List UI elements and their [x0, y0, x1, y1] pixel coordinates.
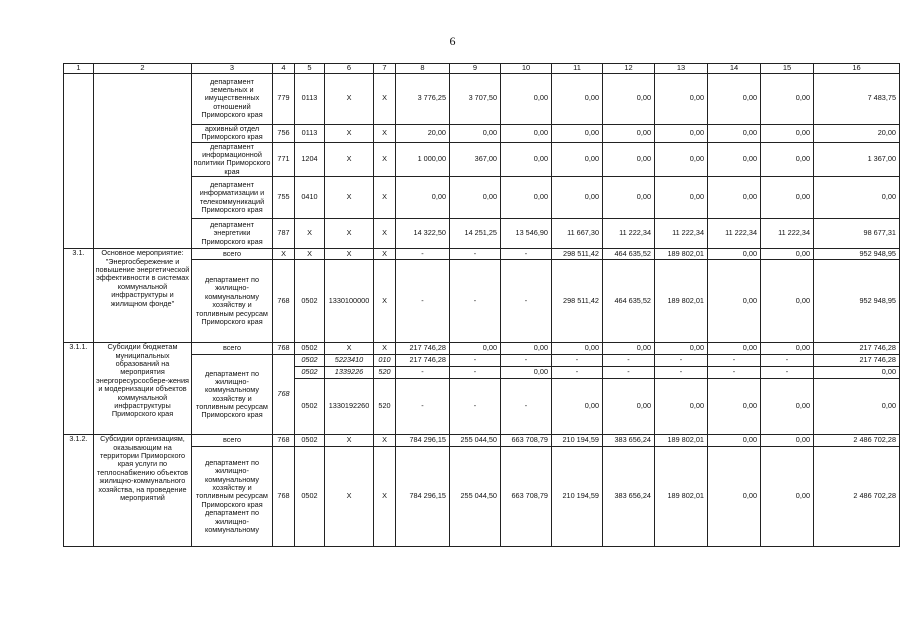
- cell: 0,00: [552, 142, 603, 177]
- cell-dept: департамент по жилищно-коммунальному хозяйству и топливным ресурсам Приморского края: [192, 260, 273, 343]
- cell: 0,00: [761, 249, 814, 260]
- header-cell: 16: [814, 64, 900, 74]
- cell: 3 707,50: [450, 73, 501, 124]
- cell: 0,00: [814, 367, 900, 379]
- cell: X: [374, 260, 396, 343]
- cell: 298 511,42: [552, 249, 603, 260]
- cell: 5223410: [325, 355, 374, 367]
- cell: X: [374, 142, 396, 177]
- cell: 0113: [295, 124, 325, 142]
- cell: 771: [273, 142, 295, 177]
- cell: 0,00: [655, 343, 708, 355]
- cell: 0,00: [501, 367, 552, 379]
- table-row: [64, 343, 900, 355]
- cell-dept: департамент энергетики Приморского края: [192, 219, 273, 249]
- cell: 0,00: [708, 177, 761, 219]
- cell: X: [325, 343, 374, 355]
- cell: -: [501, 249, 552, 260]
- cell-name: Субсидии бюджетам муниципальных образований на мероприятия энергоресурсосбере-жения и модернизации объектов коммунальной инфраструктуры Приморского края: [94, 343, 192, 435]
- cell: 217 746,28: [396, 343, 450, 355]
- cell: 189 802,01: [655, 447, 708, 547]
- cell: 784 296,15: [396, 447, 450, 547]
- cell: 756: [273, 124, 295, 142]
- cell: 0,00: [603, 177, 655, 219]
- cell: -: [396, 379, 450, 435]
- cell: X: [325, 447, 374, 547]
- cell: 0,00: [814, 177, 900, 219]
- cell: 0,00: [708, 142, 761, 177]
- cell: 0,00: [603, 73, 655, 124]
- cell: 0,00: [655, 73, 708, 124]
- cell: 20,00: [396, 124, 450, 142]
- cell-number: [64, 73, 94, 249]
- cell: 010: [374, 355, 396, 367]
- header-cell: 4: [273, 64, 295, 74]
- cell: 217 746,28: [814, 355, 900, 367]
- cell: 11 222,34: [655, 219, 708, 249]
- cell: X: [325, 435, 374, 447]
- cell: 0,00: [603, 142, 655, 177]
- cell: 0,00: [450, 124, 501, 142]
- cell: 1 000,00: [396, 142, 450, 177]
- cell: 0,00: [396, 177, 450, 219]
- cell: 0,00: [552, 124, 603, 142]
- cell: 1204: [295, 142, 325, 177]
- cell: 2 486 702,28: [814, 435, 900, 447]
- cell: X: [295, 249, 325, 260]
- cell: -: [655, 355, 708, 367]
- header-cell: 3: [192, 64, 273, 74]
- cell: -: [501, 379, 552, 435]
- cell: X: [325, 142, 374, 177]
- cell: 0502: [295, 447, 325, 547]
- cell: X: [325, 219, 374, 249]
- cell: -: [396, 249, 450, 260]
- cell: 0,00: [708, 343, 761, 355]
- cell: 952 948,95: [814, 249, 900, 260]
- cell: 0502: [295, 379, 325, 435]
- table-row: [64, 73, 900, 124]
- cell: 14 322,50: [396, 219, 450, 249]
- cell: 0,00: [552, 177, 603, 219]
- cell: X: [374, 343, 396, 355]
- header-cell: 8: [396, 64, 450, 74]
- cell: 0502: [295, 343, 325, 355]
- cell: 0,00: [655, 177, 708, 219]
- header-cell: 5: [295, 64, 325, 74]
- cell: 0,00: [450, 343, 501, 355]
- header-cell: 10: [501, 64, 552, 74]
- cell-dept: департамент по жилищно-коммунальному хозяйству и топливным ресурсам Приморского края департамент по жилищно-коммунальному: [192, 447, 273, 547]
- cell: всего: [192, 343, 273, 355]
- cell: 1339226: [325, 367, 374, 379]
- cell: 768: [273, 355, 295, 435]
- cell: 11 222,34: [603, 219, 655, 249]
- cell: 0,00: [501, 177, 552, 219]
- cell: 1 367,00: [814, 142, 900, 177]
- header-cell: 14: [708, 64, 761, 74]
- cell-name: Основное мероприятие: "Энергосбережение и повышение энергетической эффективности в системах коммунальной инфраструктуры и жилищном фонде": [94, 249, 192, 343]
- header-cell: 11: [552, 64, 603, 74]
- cell: 768: [273, 260, 295, 343]
- header-cell: 9: [450, 64, 501, 74]
- cell: 0,00: [552, 73, 603, 124]
- cell: всего: [192, 435, 273, 447]
- cell: -: [761, 355, 814, 367]
- cell: X: [325, 73, 374, 124]
- cell: 298 511,42: [552, 260, 603, 343]
- cell: 0,00: [603, 343, 655, 355]
- cell: X: [325, 177, 374, 219]
- cell: 0,00: [655, 379, 708, 435]
- cell: 0,00: [761, 435, 814, 447]
- cell: 0,00: [603, 379, 655, 435]
- cell: 2 486 702,28: [814, 447, 900, 547]
- header-row: [64, 64, 900, 74]
- cell-dept: департамент информатизации и телекоммуникаций Приморского края: [192, 177, 273, 219]
- cell: -: [603, 367, 655, 379]
- cell: 210 194,59: [552, 435, 603, 447]
- cell: -: [450, 249, 501, 260]
- cell: 0502: [295, 367, 325, 379]
- cell: -: [708, 367, 761, 379]
- cell: 779: [273, 73, 295, 124]
- cell: 255 044,50: [450, 447, 501, 547]
- cell: -: [450, 355, 501, 367]
- cell: -: [552, 367, 603, 379]
- cell: 1330100000: [325, 260, 374, 343]
- cell: 189 802,01: [655, 435, 708, 447]
- cell: 217 746,28: [814, 343, 900, 355]
- cell: 11 667,30: [552, 219, 603, 249]
- cell: всего: [192, 249, 273, 260]
- cell: -: [396, 367, 450, 379]
- cell: 0,00: [501, 124, 552, 142]
- budget-table: [63, 63, 900, 547]
- cell: -: [450, 379, 501, 435]
- cell: -: [450, 367, 501, 379]
- cell: 383 656,24: [603, 447, 655, 547]
- cell: X: [325, 124, 374, 142]
- cell: 0,00: [761, 142, 814, 177]
- cell: 768: [273, 435, 295, 447]
- cell: 0,00: [761, 124, 814, 142]
- cell: X: [374, 177, 396, 219]
- cell: 0,00: [761, 177, 814, 219]
- cell: 784 296,15: [396, 435, 450, 447]
- table-row: [64, 435, 900, 447]
- cell: 768: [273, 447, 295, 547]
- cell: 0502: [295, 435, 325, 447]
- cell: X: [374, 249, 396, 260]
- cell: X: [374, 73, 396, 124]
- cell: 0,00: [708, 379, 761, 435]
- cell-number: 3.1.2.: [64, 435, 94, 547]
- cell: 0,00: [708, 447, 761, 547]
- table-row: [64, 249, 900, 260]
- cell-dept: архивный отдел Приморского края: [192, 124, 273, 142]
- cell: X: [374, 219, 396, 249]
- cell: 383 656,24: [603, 435, 655, 447]
- cell: 464 635,52: [603, 260, 655, 343]
- cell: 217 746,28: [396, 355, 450, 367]
- cell: -: [761, 367, 814, 379]
- cell: 0502: [295, 260, 325, 343]
- cell: 3 776,25: [396, 73, 450, 124]
- cell: 14 251,25: [450, 219, 501, 249]
- cell: 0,00: [501, 73, 552, 124]
- cell: 11 222,34: [708, 219, 761, 249]
- cell-name: Субсидии организациям, оказывающим на территории Приморского края услуги по теплоснабжению объектов жилищно-коммунального хозяйства, на проведение мероприятий: [94, 435, 192, 547]
- cell: 0,00: [761, 260, 814, 343]
- cell: 20,00: [814, 124, 900, 142]
- cell: X: [273, 249, 295, 260]
- cell: 0,00: [708, 260, 761, 343]
- cell: 520: [374, 379, 396, 435]
- header-cell: 7: [374, 64, 396, 74]
- cell: 0,00: [708, 435, 761, 447]
- cell: 0,00: [761, 379, 814, 435]
- cell: 787: [273, 219, 295, 249]
- cell: 755: [273, 177, 295, 219]
- cell: 0,00: [761, 73, 814, 124]
- cell: 520: [374, 367, 396, 379]
- cell-dept: департамент информационной политики Приморского края: [192, 142, 273, 177]
- cell: X: [295, 219, 325, 249]
- cell: 663 708,79: [501, 447, 552, 547]
- cell-number: 3.1.1.: [64, 343, 94, 435]
- cell: 0,00: [708, 124, 761, 142]
- cell: X: [374, 435, 396, 447]
- cell: 0,00: [655, 142, 708, 177]
- cell: 0,00: [814, 379, 900, 435]
- cell: 189 802,01: [655, 249, 708, 260]
- cell: 768: [273, 343, 295, 355]
- cell: X: [325, 249, 374, 260]
- page-number: 6: [449, 34, 456, 48]
- cell: 0,00: [552, 379, 603, 435]
- cell: 0,00: [761, 343, 814, 355]
- cell: 0,00: [708, 249, 761, 260]
- cell: -: [603, 355, 655, 367]
- cell: 663 708,79: [501, 435, 552, 447]
- cell-name: [94, 73, 192, 249]
- cell: 0,00: [603, 124, 655, 142]
- cell: -: [655, 367, 708, 379]
- cell: 0,00: [450, 177, 501, 219]
- cell: 0,00: [552, 343, 603, 355]
- header-cell: 6: [325, 64, 374, 74]
- cell: 0,00: [501, 142, 552, 177]
- header-cell: 13: [655, 64, 708, 74]
- header-cell: 2: [94, 64, 192, 74]
- header-cell: 12: [603, 64, 655, 74]
- cell: 11 222,34: [761, 219, 814, 249]
- cell: -: [552, 355, 603, 367]
- cell: X: [374, 447, 396, 547]
- cell: -: [450, 260, 501, 343]
- header-cell: 1: [64, 64, 94, 74]
- cell: 0502: [295, 355, 325, 367]
- cell-dept: департамент по жилищно-коммунальному хозяйству и топливным ресурсам Приморского края: [192, 355, 273, 435]
- cell: 0,00: [501, 343, 552, 355]
- cell: 13 546,90: [501, 219, 552, 249]
- cell: 189 802,01: [655, 260, 708, 343]
- cell: 210 194,59: [552, 447, 603, 547]
- cell: 0,00: [655, 124, 708, 142]
- cell: 98 677,31: [814, 219, 900, 249]
- cell: 1330192260: [325, 379, 374, 435]
- cell: -: [501, 355, 552, 367]
- cell-dept: департамент земельных и имущественных отношений Приморского края: [192, 73, 273, 124]
- cell: -: [708, 355, 761, 367]
- cell: 0,00: [708, 73, 761, 124]
- cell: 7 483,75: [814, 73, 900, 124]
- header-cell: 15: [761, 64, 814, 74]
- cell: 952 948,95: [814, 260, 900, 343]
- cell: 0113: [295, 73, 325, 124]
- cell: 255 044,50: [450, 435, 501, 447]
- cell: X: [374, 124, 396, 142]
- cell: 0410: [295, 177, 325, 219]
- cell: -: [501, 260, 552, 343]
- cell-number: 3.1.: [64, 249, 94, 343]
- cell: 367,00: [450, 142, 501, 177]
- cell: 464 635,52: [603, 249, 655, 260]
- cell: 0,00: [761, 447, 814, 547]
- cell: -: [396, 260, 450, 343]
